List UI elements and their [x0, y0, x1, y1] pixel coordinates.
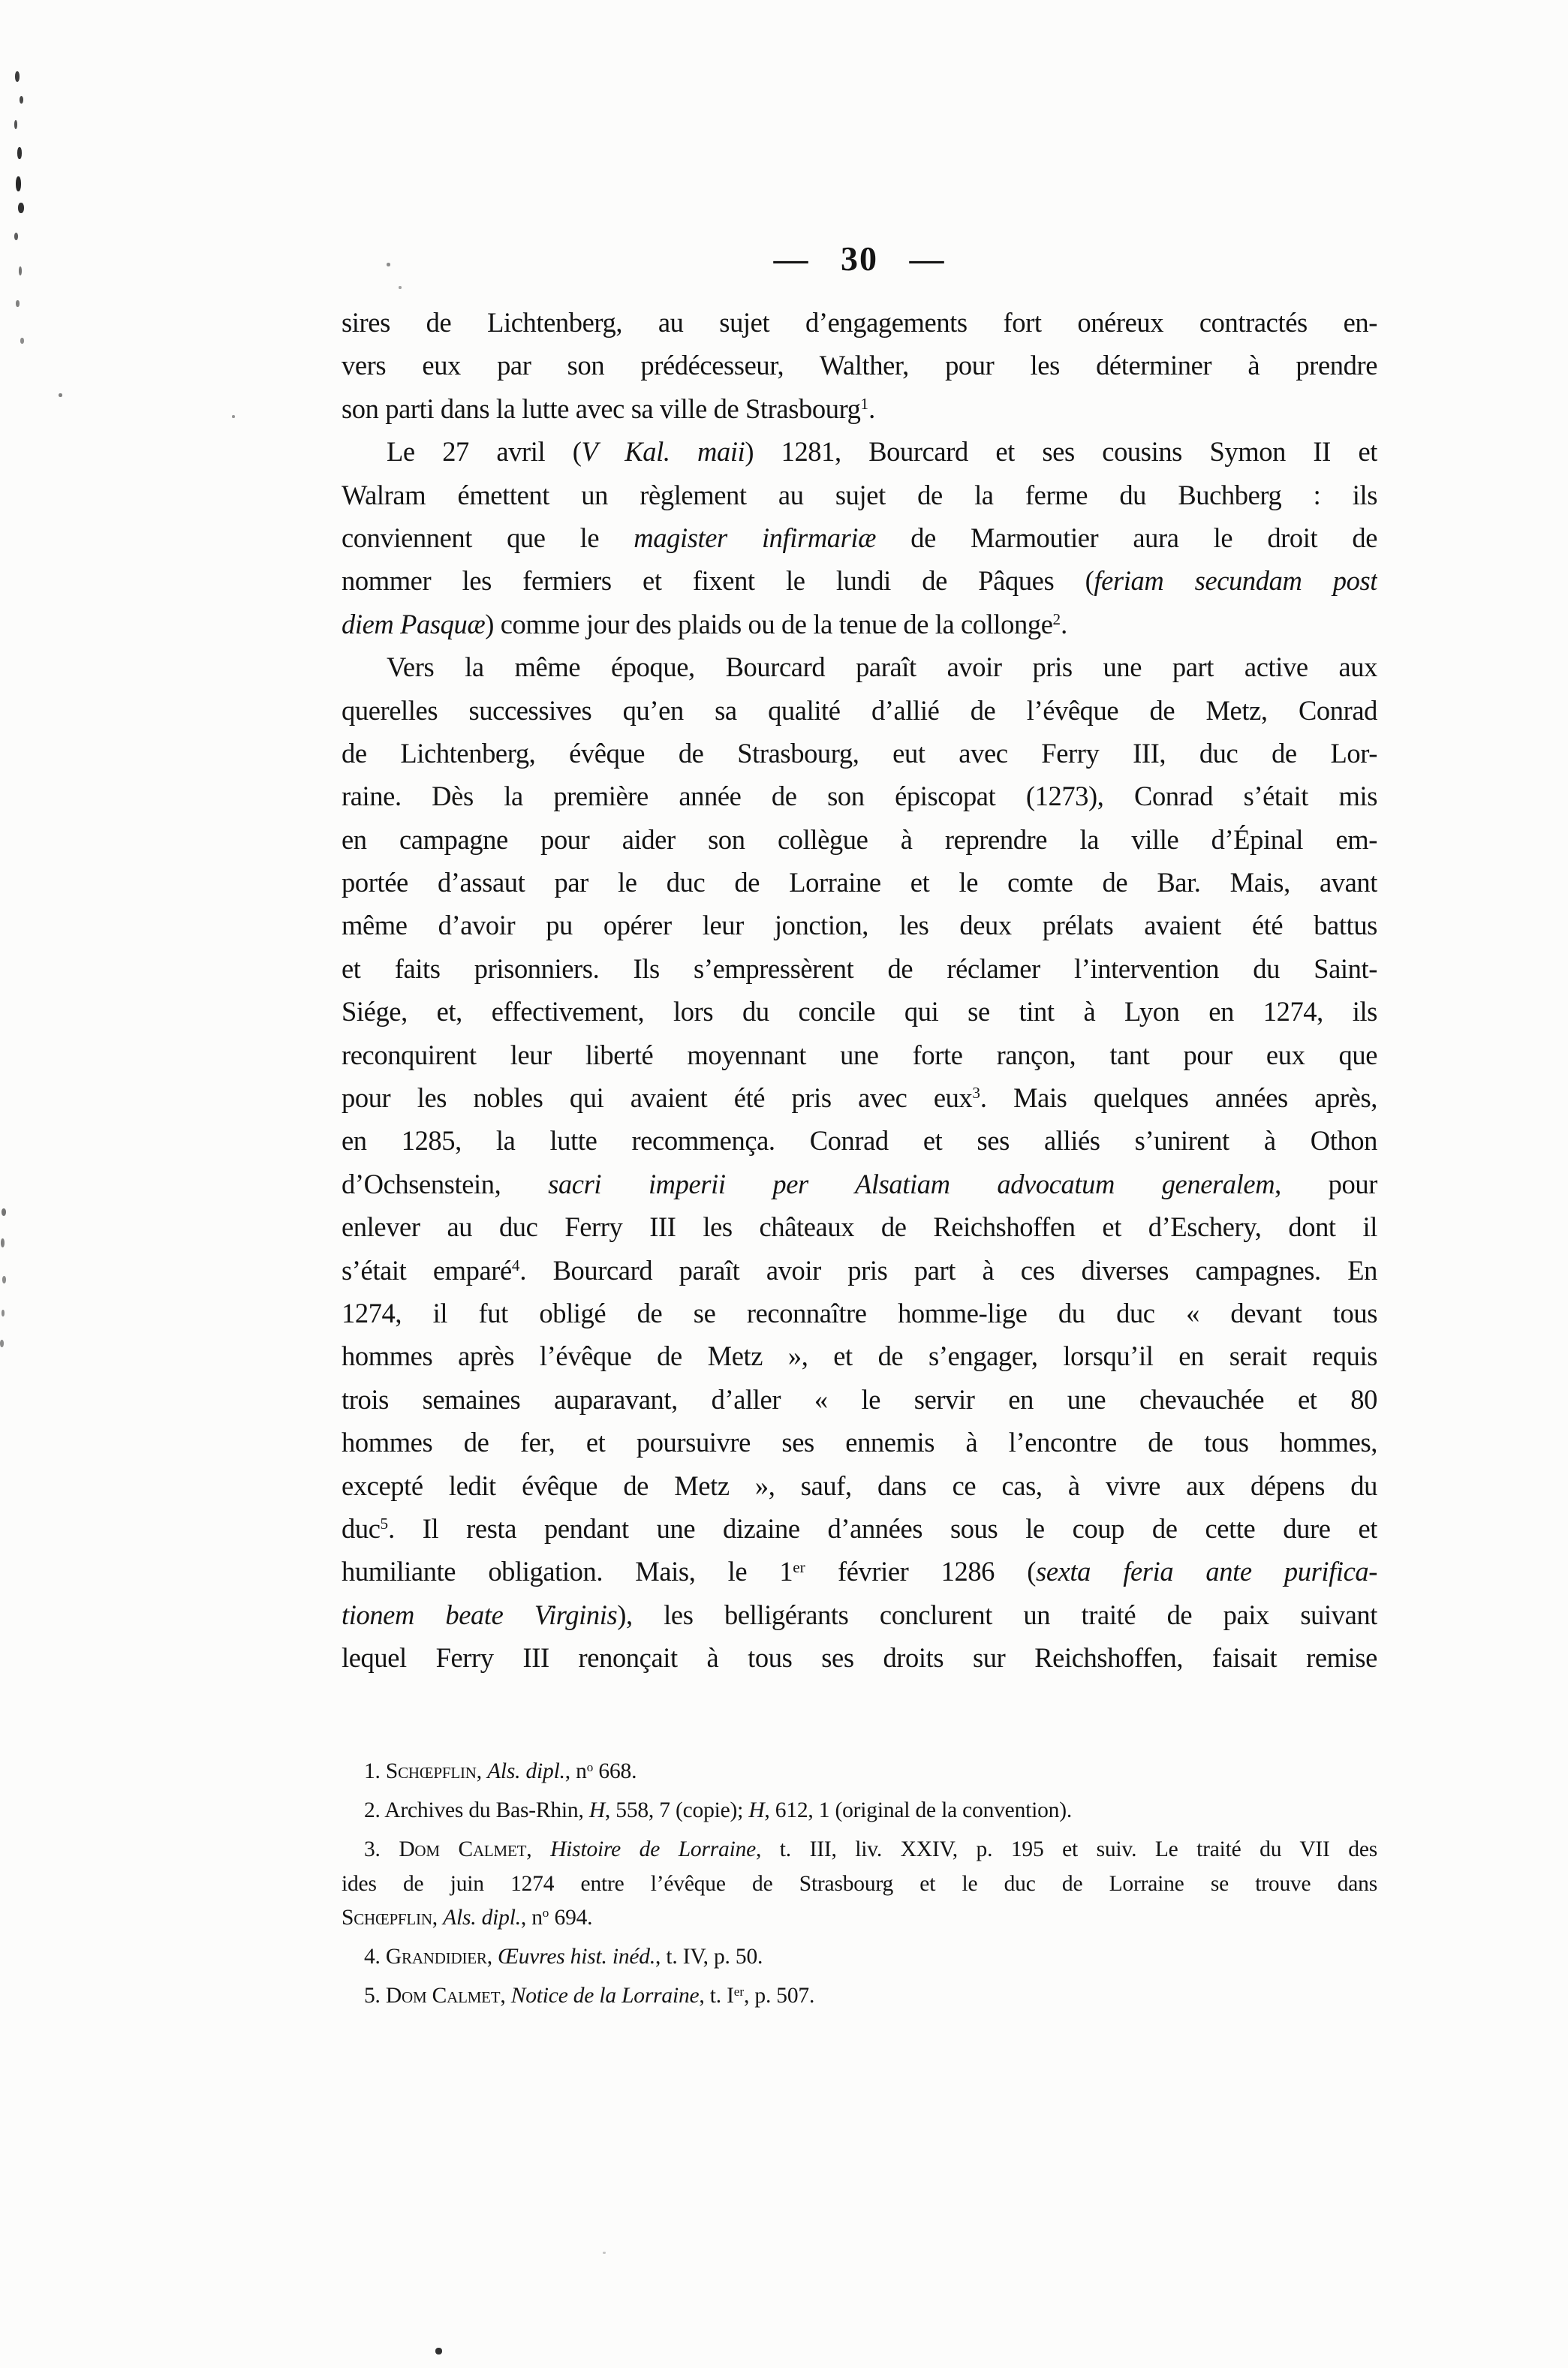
ink-speck [14, 120, 17, 129]
footnote-2 [342, 1794, 1377, 1828]
ink-speck [59, 393, 62, 397]
text-line: 3. Dom Calmet, Histoire de Lorraine, t. III, liv. XXIV, p. 195 et suiv. Le traité du VII des [364, 1837, 1377, 1862]
text-line: 1. Schœpflin, Als. dipl., $n^o$ 668. [364, 1759, 637, 1783]
ink-speck [2, 1208, 6, 1216]
page-number: — 30 — [773, 239, 946, 278]
text-line: humiliante obligation. Mais, le 1er février 1286 (sexta feria ante purifica- [342, 1556, 1377, 1587]
footnote-3 [342, 1833, 1377, 1935]
text-line: 4. Grandidier, Œuvres hist. inéd., t. IV, p. 50. [364, 1944, 763, 1969]
footnote-4 [342, 1940, 1377, 1974]
text-line: hommes de fer, et poursuivre ses ennemis à l’encontre de tous hommes, [342, 1427, 1377, 1458]
ink-speck [15, 71, 20, 82]
ink-speck [16, 176, 21, 191]
text-line: 1274, il fut obligé de se reconnaître homme-lige du duc « devant tous [342, 1297, 1377, 1328]
text-line: portée d’assaut par le duc de Lorraine et le comte de Bar. Mais, avant [342, 867, 1377, 898]
main-text-block [342, 301, 1377, 1680]
text-line: Schœpflin, Als. dipl., $n^o$ 694. [342, 1905, 593, 1930]
text-line: trois semaines auparavant, d’aller « le servir en une chevauchée et 80 [342, 1383, 1377, 1415]
text-line: sires de Lichtenberg, au sujet d’engagements fort onéreux contractés en- [342, 307, 1377, 338]
ink-speck [2, 1276, 6, 1283]
text-line: 2. Archives du Bas-Rhin, H, 558, 7 (copie); H, 612, 1 (original de la convention). [364, 1798, 1073, 1823]
text-line: Walram émettent un règlement au sujet de la ferme du Buchberg : ils [342, 479, 1377, 510]
text-line: ides de juin 1274 entre l’évêque de Strasbourg et le duc de Lorraine se trouve dans [342, 1871, 1377, 1896]
ink-speck [16, 300, 20, 307]
ink-speck [232, 415, 235, 418]
text-line: d’Ochsenstein, sacri imperii per Alsatiam advocatum generalem, pour [342, 1168, 1377, 1199]
ink-speck [387, 263, 390, 266]
text-line: Vers la même époque, Bourcard paraît avoir pris une part active aux [387, 651, 1377, 683]
ink-speck [1, 1238, 5, 1247]
text-line: excepté ledit évêque de Metz », sauf, dans ce cas, à vivre aux dépens du [342, 1470, 1377, 1501]
text-line: enlever au duc Ferry III les châteaux de Reichshoffen et d’Eschery, dont il [342, 1211, 1377, 1243]
text-line: Siége, et, effectivement, lors du concile qui se tint à Lyon en 1274, ils [342, 996, 1377, 1028]
ink-speck [603, 2252, 606, 2254]
footnote-5 [342, 1979, 1377, 2013]
ink-speck [20, 338, 24, 344]
ink-speck [17, 147, 22, 159]
footnotes-block [342, 1755, 1377, 2018]
ink-speck [20, 96, 23, 104]
ink-speck [399, 286, 402, 289]
text-line: s’était emparé$^4$. Bourcard paraît avoir pris part à ces diverses campagnes. En [342, 1254, 1377, 1286]
text-line: même d’avoir pu opérer leur jonction, les deux prélats avaient été battus [342, 910, 1377, 941]
ink-speck [18, 203, 24, 213]
text-line: en campagne pour aider son collègue à reprendre la ville d’Épinal em- [342, 823, 1377, 855]
ink-speck [2, 1310, 5, 1316]
paragraph-1 [342, 301, 1377, 430]
ink-speck [14, 233, 18, 240]
text-line: diem Pasquæ) comme jour des plaids ou de la tenue de la collonge$^2$. [342, 608, 1067, 639]
ink-speck [0, 1340, 4, 1347]
text-line: 5. Dom Calmet, Notice de la Lorraine, t. Ier, p. 507. [364, 1984, 815, 2008]
text-line: lequel Ferry III renonçait à tous ses droits sur Reichshoffen, faisait remise [342, 1642, 1377, 1674]
ink-speck [19, 266, 22, 275]
text-line: nommer les fermiers et fixent le lundi de Pâques (feriam secundam post [342, 565, 1377, 597]
ink-speck [435, 2348, 442, 2354]
text-line: reconquirent leur liberté moyennant une forte rançon, tant pour eux que [342, 1039, 1377, 1070]
text-line: tionem beate Virginis), les belligérants conclurent un traité de paix suivant [342, 1599, 1377, 1630]
paragraph-3 [342, 645, 1377, 1679]
text-line: duc$^5$. Il resta pendant une dizaine d’années sous le coup de cette dure et [342, 1512, 1377, 1544]
text-line: et faits prisonniers. Ils s’empressèrent de réclamer l’intervention du Saint- [342, 952, 1377, 984]
footnote-1 [342, 1755, 1377, 1789]
text-line: vers eux par son prédécesseur, Walther, pour les déterminer à prendre [342, 350, 1377, 381]
text-line: de Lichtenberg, évêque de Strasbourg, eut avec Ferry III, duc de Lor- [342, 737, 1377, 769]
text-line: raine. Dès la première année de son épiscopat (1273), Conrad s’était mis [342, 781, 1377, 812]
text-line: conviennent que le magister infirmariæ de Marmoutier aura le droit de [342, 522, 1377, 553]
text-line: querelles successives qu’en sa qualité d’allié de l’évêque de Metz, Conrad [342, 694, 1377, 726]
paragraph-2 [342, 430, 1377, 645]
text-line: Le 27 avril (V Kal. maii) 1281, Bourcard et ses cousins Symon II et [387, 436, 1377, 468]
text-line: pour les nobles qui avaient été pris avec eux$^3$. Mais quelques années après, [342, 1082, 1377, 1114]
text-line: hommes après l’évêque de Metz », et de s’engager, lorsqu’il en serait requis [342, 1340, 1377, 1372]
text-line: en 1285, la lutte recommença. Conrad et ses alliés s’unirent à Othon [342, 1125, 1377, 1157]
text-line: son parti dans la lutte avec sa ville de Strasbourg$^1$. [342, 393, 875, 424]
